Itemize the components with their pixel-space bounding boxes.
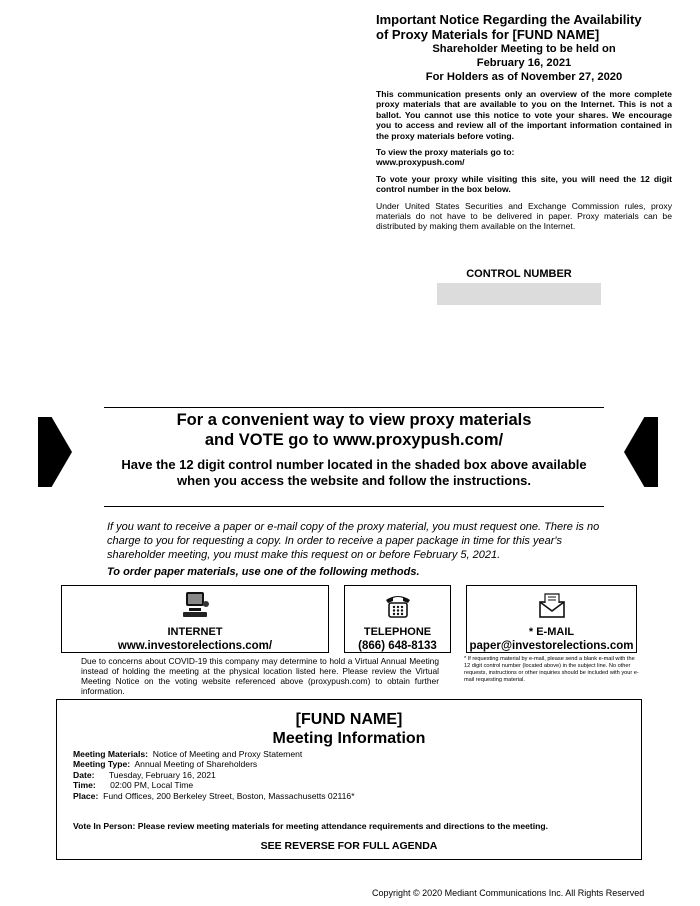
meeting-date: February 16, 2021: [476, 57, 572, 69]
banner-headline-2: and VOTE go to www.proxypush.com/: [204, 431, 504, 449]
right-arrow-icon: [38, 417, 72, 487]
meeting-held-on: Shareholder Meeting to be held on: [432, 43, 616, 55]
meeting-detail-row: [73, 749, 355, 759]
paper-request-note: If you want to receive a paper or e-mail copy of the proxy material, you must request one. There is no charge to you for requesting a copy. In order to receive a paper package in time for this year's shareholder meeting, you must make this request on or before February 5, 2021.: [107, 521, 600, 561]
detail-value: Annual Meeting of Shareholders: [134, 759, 258, 770]
proxy-notice: [376, 12, 672, 232]
detail-key: Meeting Materials:: [73, 749, 148, 759]
detail-value: 02:00 PM, Local Time: [110, 780, 194, 791]
fund-name: [FUND NAME]: [295, 711, 403, 728]
view-label: To view the proxy materials go to:: [376, 147, 515, 158]
email-request-footnote: * If requesting material by e-mail, please send a blank e-mail with the 12 digit control number (located above) in the subject line. No other requests, instructions or other inquiries should be included with your e-mail requesting material.: [464, 656, 639, 683]
internet-label: INTERNET: [167, 626, 223, 638]
internet-url-link[interactable]: www.investorelections.com/: [117, 640, 273, 652]
order-methods-title: To order paper materials, use one of the following methods.: [107, 566, 420, 578]
meeting-detail-row: [73, 759, 355, 769]
telephone-icon: [383, 591, 413, 619]
view-materials-label: [376, 147, 672, 168]
detail-value: Fund Offices, 200 Berkeley Street, Boston, Massachusetts 02116*: [103, 790, 355, 801]
meeting-details: [73, 749, 355, 801]
banner-sub-1: Have the 12 digit control number located in the shaded box above available: [121, 457, 587, 472]
meeting-information-box: [56, 699, 642, 860]
control-number-label: CONTROL NUMBER: [466, 268, 572, 280]
divider-top: [104, 407, 604, 408]
vote-online-banner: [104, 410, 604, 489]
detail-key: Date:: [73, 769, 95, 780]
telephone-label: TELEPHONE: [363, 626, 432, 638]
envelope-icon: [537, 591, 567, 619]
telephone-method-box: [344, 585, 451, 653]
divider-bottom: [104, 506, 604, 507]
notice-title-line-2: of Proxy Materials for [FUND NAME]: [376, 27, 600, 42]
computer-icon: [180, 591, 210, 619]
sec-rules-text: Under United States Securities and Exchange Commission rules, proxy materials do not have to be delivered in paper. Proxy materials can be distributed by making them available on the Internet.: [376, 200, 672, 232]
email-label: * E-MAIL: [528, 626, 575, 638]
view-url-link[interactable]: www.proxypush.com/: [376, 157, 465, 168]
left-arrow-icon: [624, 417, 658, 487]
see-reverse-text: SEE REVERSE FOR FULL AGENDA: [260, 840, 438, 852]
meeting-detail-row: [73, 780, 355, 790]
overview-text: This communication presents only an overview of the more complete proxy materials that are available to you on the Internet. This is not a ballot. You cannot use this notice to vote your shares. We encourage you to access and review all of the important information contained in the proxy materials before voting.: [376, 89, 672, 141]
vote-in-person-text: Vote In Person: Please review meeting materials for meeting attendance requirements and directions to the meeting.: [73, 821, 549, 831]
detail-key: Time:: [73, 780, 96, 791]
covid-virtual-meeting-note: Due to concerns about COVID-19 this company may determine to hold a Virtual Annual Meeting instead of holding the meeting at the physical location listed here. Please review the Virtual Meeting Notice on the voting website referenced above (proxypush.com) to obtain further information.: [81, 656, 439, 696]
telephone-number-link[interactable]: (866) 648-8133: [358, 640, 437, 652]
banner-headline-1: For a convenient way to view proxy materials: [176, 411, 532, 429]
banner-sub-2: when you access the website and follow the instructions.: [177, 473, 531, 488]
detail-key: Meeting Type:: [73, 759, 131, 770]
vote-instruction: To vote your proxy while visiting this site, you will need the 12 digit control number in the box below.: [376, 173, 672, 195]
detail-value: Notice of Meeting and Proxy Statement: [152, 749, 303, 759]
meeting-information-title: Meeting Information: [272, 730, 426, 747]
notice-title-line-1: Important Notice Regarding the Availability: [376, 12, 642, 27]
meeting-detail-row: [73, 770, 355, 780]
holders-as-of: For Holders as of November 27, 2020: [425, 71, 623, 83]
internet-method-box: [61, 585, 329, 653]
email-method-box: [466, 585, 637, 653]
email-address-link[interactable]: paper@investorelections.com: [469, 640, 634, 652]
copyright-text: Copyright © 2020 Mediant Communications Inc. All Rights Reserved: [372, 888, 645, 898]
detail-key: Place:: [73, 790, 99, 801]
control-number-box: [437, 283, 601, 305]
detail-value: Tuesday, February 16, 2021: [108, 769, 216, 780]
meeting-detail-row: [73, 791, 355, 801]
